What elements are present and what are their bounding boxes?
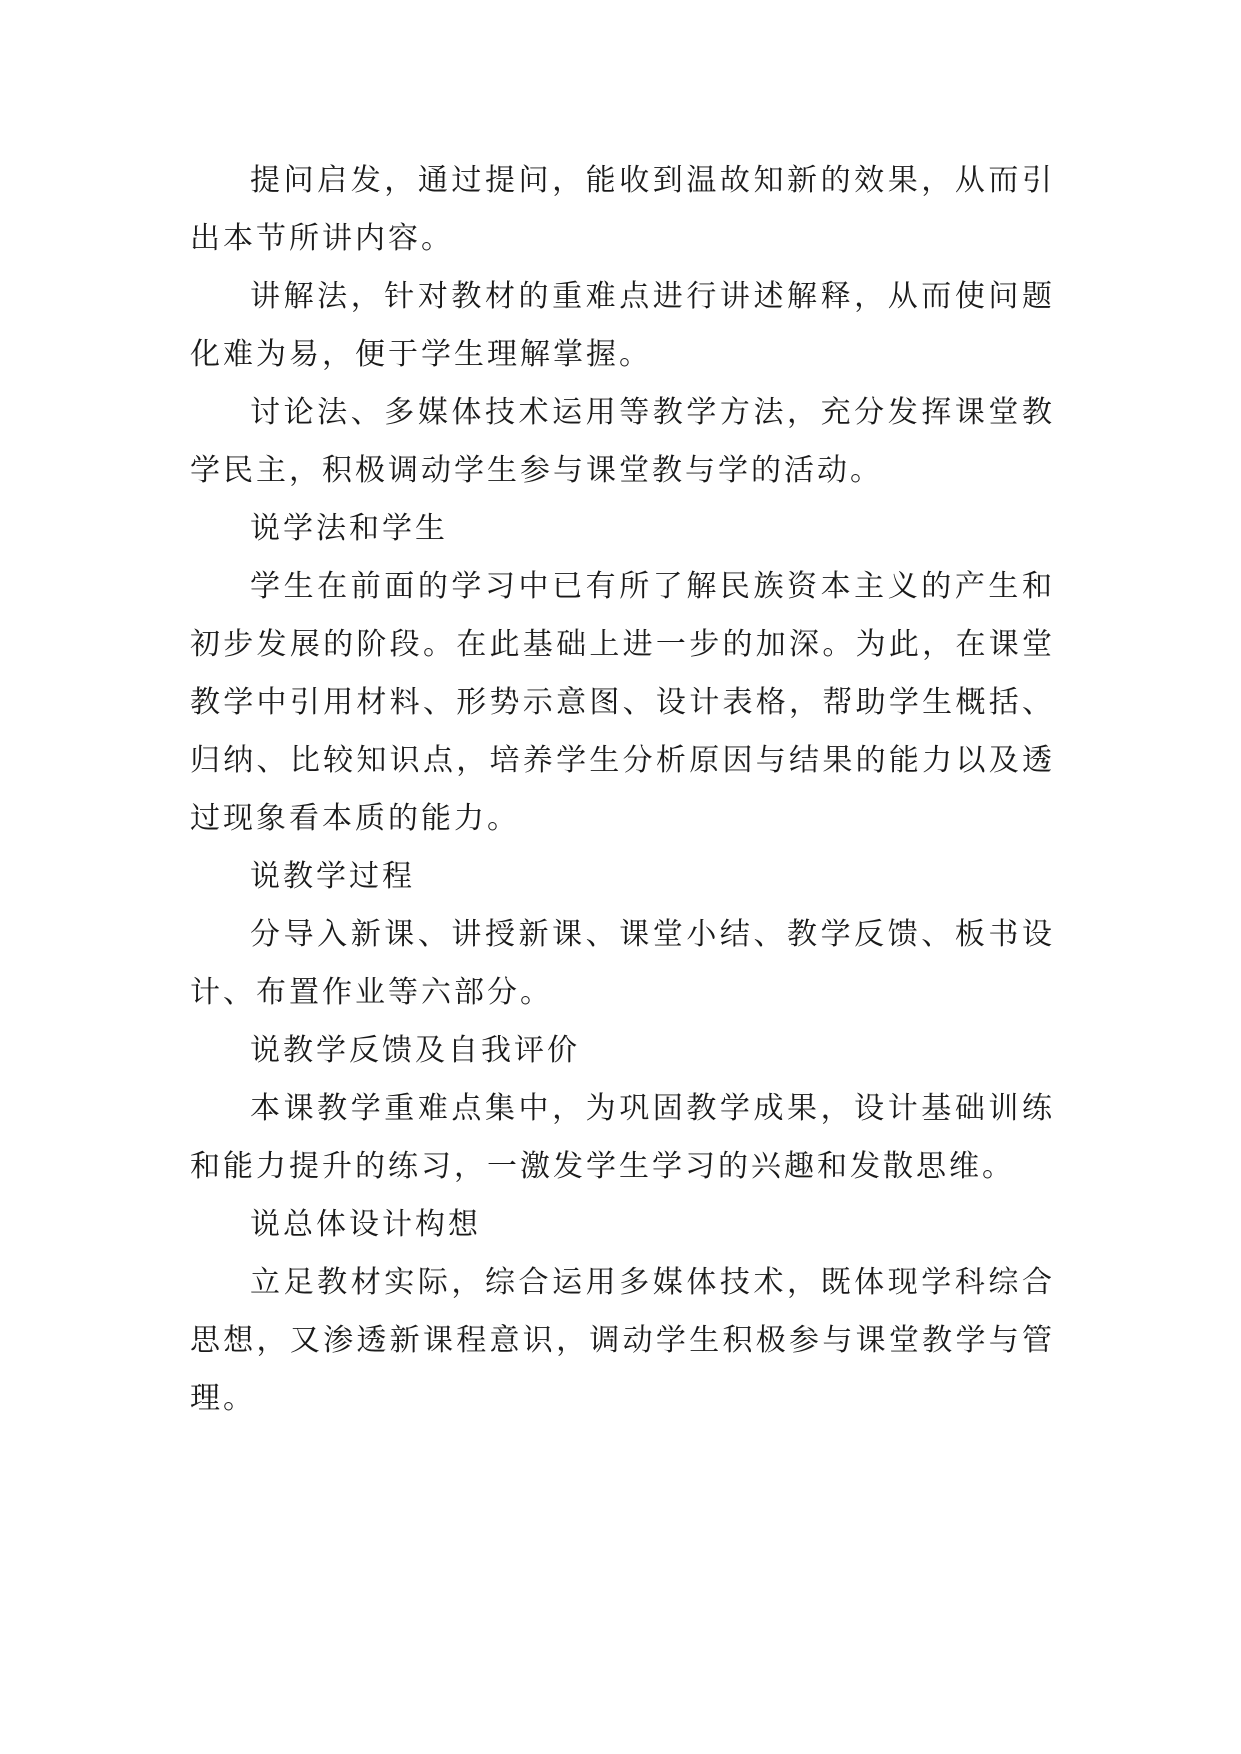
heading-learning-methods: 说学法和学生: [250, 511, 448, 546]
paragraph-questioning: 提问启发，通过提问，能收到温故知新的效果，从而引出本节所讲内容。: [190, 163, 1055, 256]
heading-teaching-process: 说教学过程: [250, 859, 415, 894]
document-body: [190, 152, 1055, 1428]
paragraph-discussion-method: 讨论法、多媒体技术运用等教学方法，充分发挥课堂教学民主，积极调动学生参与课堂教与学的活动。: [190, 395, 1055, 488]
paragraph-learning-methods: 学生在前面的学习中已有所了解民族资本主义的产生和初步发展的阶段。在此基础上进一步的加深。为此，在课堂教学中引用材料、形势示意图、设计表格，帮助学生概括、归纳、比较知识点，培养学生分析原因与结果的能力以及透过现象看本质的能力。: [190, 569, 1055, 836]
paragraph-overall-design: 立足教材实际，综合运用多媒体技术，既体现学科综合思想，又渗透新课程意识，调动学生积极参与课堂教学与管理。: [190, 1265, 1055, 1416]
paragraph-feedback-evaluation: 本课教学重难点集中，为巩固教学成果，设计基础训练和能力提升的练习，一激发学生学习的兴趣和发散思维。: [190, 1091, 1055, 1184]
paragraph-lecture-method: 讲解法，针对教材的重难点进行讲述解释，从而使问题化难为易，便于学生理解掌握。: [190, 279, 1055, 372]
paragraph-teaching-process: 分导入新课、讲授新课、课堂小结、教学反馈、板书设计、布置作业等六部分。: [190, 917, 1055, 1010]
heading-overall-design: 说总体设计构想: [250, 1207, 481, 1242]
heading-feedback-evaluation: 说教学反馈及自我评价: [250, 1033, 580, 1068]
